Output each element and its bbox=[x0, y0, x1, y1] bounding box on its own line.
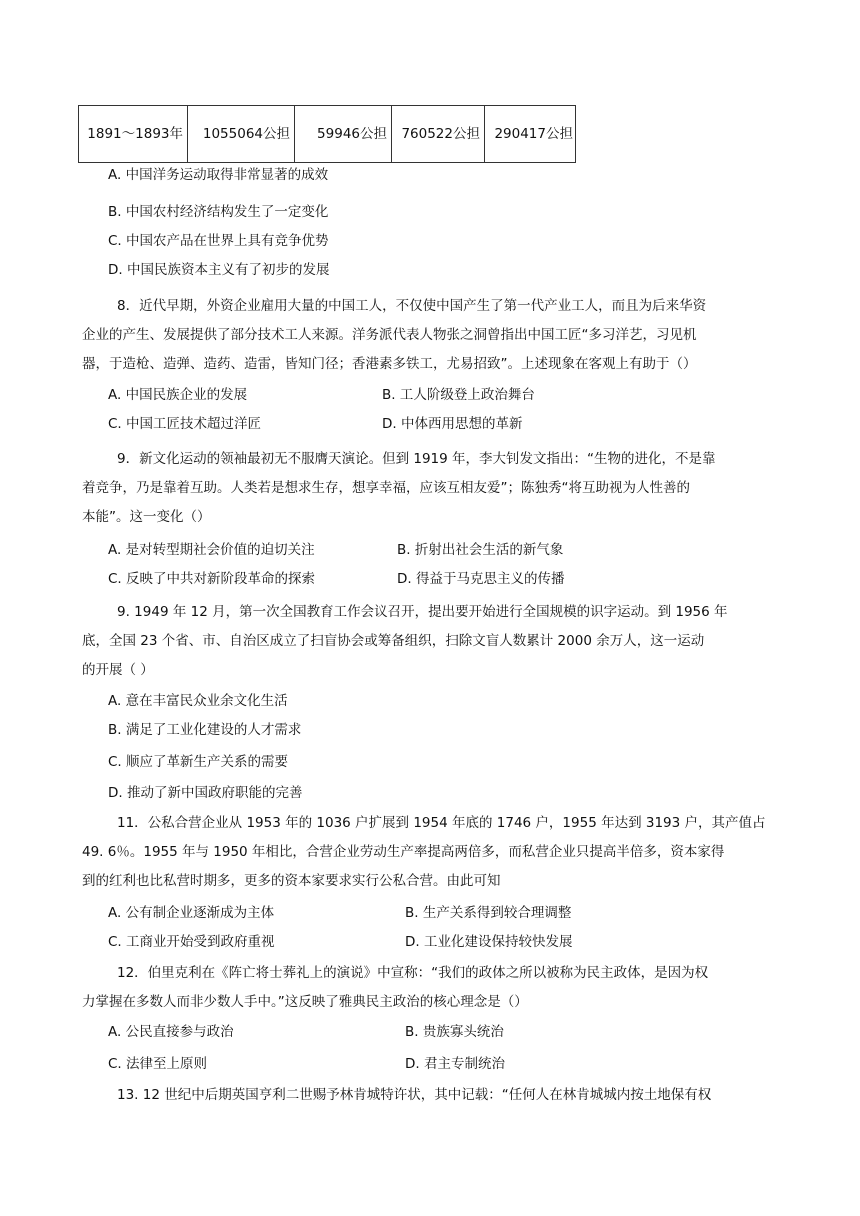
question-9b-text: 的开展（ ） bbox=[82, 662, 154, 678]
question-9-option-a: A. 是对转型期社会价值的迫切关注 bbox=[108, 542, 315, 558]
table-cell: 1891～1893年 bbox=[79, 106, 188, 163]
data-table bbox=[78, 105, 576, 163]
question-12-option-a: A. 公民直接参与政治 bbox=[108, 1024, 234, 1040]
question-8-text: 器，于造枪、造弹、造药、造雷，皆知门径；香港素多铁工，尤易招致”。上述现象在客观上有助于（） bbox=[82, 356, 697, 372]
question-9b-text: 9. 1949 年 12 月，第一次全国教育工作会议召开，提出要开始进行全国规模的识字运动。到 1956 年 bbox=[117, 604, 728, 620]
question-8-option-a: A. 中国民族企业的发展 bbox=[108, 387, 248, 403]
question-11-option-d: D. 工业化建设保持较快发展 bbox=[405, 934, 573, 950]
question-9b-option-c: C. 顺应了革新生产关系的需要 bbox=[108, 754, 289, 770]
question-11-text: 到的红利也比私营时期多，更多的资本家要求实行公私合营。由此可知 bbox=[82, 873, 501, 889]
question-9-option-d: D. 得益于马克思主义的传播 bbox=[397, 571, 565, 587]
question-7-option-d: D. 中国民族资本主义有了初步的发展 bbox=[108, 262, 330, 278]
question-12-option-b: B. 贵族寡头统治 bbox=[405, 1024, 504, 1040]
question-7-option-c: C. 中国农产品在世界上具有竞争优势 bbox=[108, 233, 329, 249]
question-9b-option-b: B. 满足了工业化建设的人才需求 bbox=[108, 722, 302, 738]
question-8-option-b: B. 工人阶级登上政治舞台 bbox=[382, 387, 535, 403]
question-9b-text: 底，全国 23 个省、市、自治区成立了扫盲协会或筹备组织，扫除文盲人数累计 2000 余万人，这一运动 bbox=[82, 633, 705, 649]
table-cell: 760522公担 bbox=[392, 106, 485, 163]
question-12-option-d: D. 君主专制统治 bbox=[405, 1056, 505, 1072]
question-7-option-b: B. 中国农村经济结构发生了一定变化 bbox=[108, 204, 329, 220]
question-11-option-b: B. 生产关系得到较合理调整 bbox=[405, 905, 572, 921]
question-12-text: 力掌握在多数人而非少数人手中。”这反映了雅典民主政治的核心理念是（） bbox=[82, 994, 528, 1010]
question-8-option-d: D. 中体西用思想的革新 bbox=[382, 416, 523, 432]
question-9-option-c: C. 反映了中共对新阶段革命的探索 bbox=[108, 571, 316, 587]
table-row bbox=[79, 106, 576, 163]
question-12-option-c: C. 法律至上原则 bbox=[108, 1056, 208, 1072]
question-9b-option-a: A. 意在丰富民众业余文化生活 bbox=[108, 693, 288, 709]
table-cell: 290417公担 bbox=[485, 106, 576, 163]
table-cell: 59946公担 bbox=[295, 106, 392, 163]
question-12-text: 12．伯里克利在《阵亡将士葬礼上的演说》中宣称：“我们的政体之所以被称为民主政体，是因为权 bbox=[117, 965, 709, 981]
question-8-text: 8．近代早期，外资企业雇用大量的中国工人，不仅使中国产生了第一代产业工人，而且为后来华资 bbox=[117, 298, 707, 314]
question-9-option-b: B. 折射出社会生活的新气象 bbox=[397, 542, 564, 558]
question-9b-option-d: D. 推动了新中国政府职能的完善 bbox=[108, 785, 303, 801]
question-13-text: 13. 12 世纪中后期英国亨利二世赐予林肯城特许状，其中记载：“任何人在林肯城城内按土地保有权 bbox=[117, 1087, 712, 1103]
table-cell: 1055064公担 bbox=[188, 106, 295, 163]
question-11-text: 49. 6％。1955 年与 1950 年相比，合营企业劳动生产率提高两倍多，而私营企业只提高半倍多，资本家得 bbox=[82, 844, 725, 860]
question-11-option-c: C. 工商业开始受到政府重视 bbox=[108, 934, 275, 950]
question-9-text: 本能”。这一变化（） bbox=[82, 509, 211, 525]
question-9-text: 9．新文化运动的领袖最初无不服膺天演论。但到 1919 年，李大钊发文指出：“生物的进化，不是靠 bbox=[117, 451, 716, 467]
question-7-option-a: A. 中国洋务运动取得非常显著的成效 bbox=[108, 167, 329, 183]
question-8-option-c: C. 中国工匠技术超过洋匠 bbox=[108, 416, 262, 432]
question-9-text: 着竞争，乃是靠着互助。人类若是想求生存，想享幸福，应该互相友爱”；陈独秀“将互助视为人性善的 bbox=[82, 480, 690, 496]
question-11-option-a: A. 公有制企业逐渐成为主体 bbox=[108, 905, 275, 921]
question-8-text: 企业的产生、发展提供了部分技术工人来源。洋务派代表人物张之洞曾指出中国工匠“多习洋艺，习见机 bbox=[82, 327, 697, 343]
question-11-text: 11．公私合营企业从 1953 年的 1036 户扩展到 1954 年底的 1746 户，1955 年达到 3193 户，其产值占 bbox=[117, 815, 766, 831]
